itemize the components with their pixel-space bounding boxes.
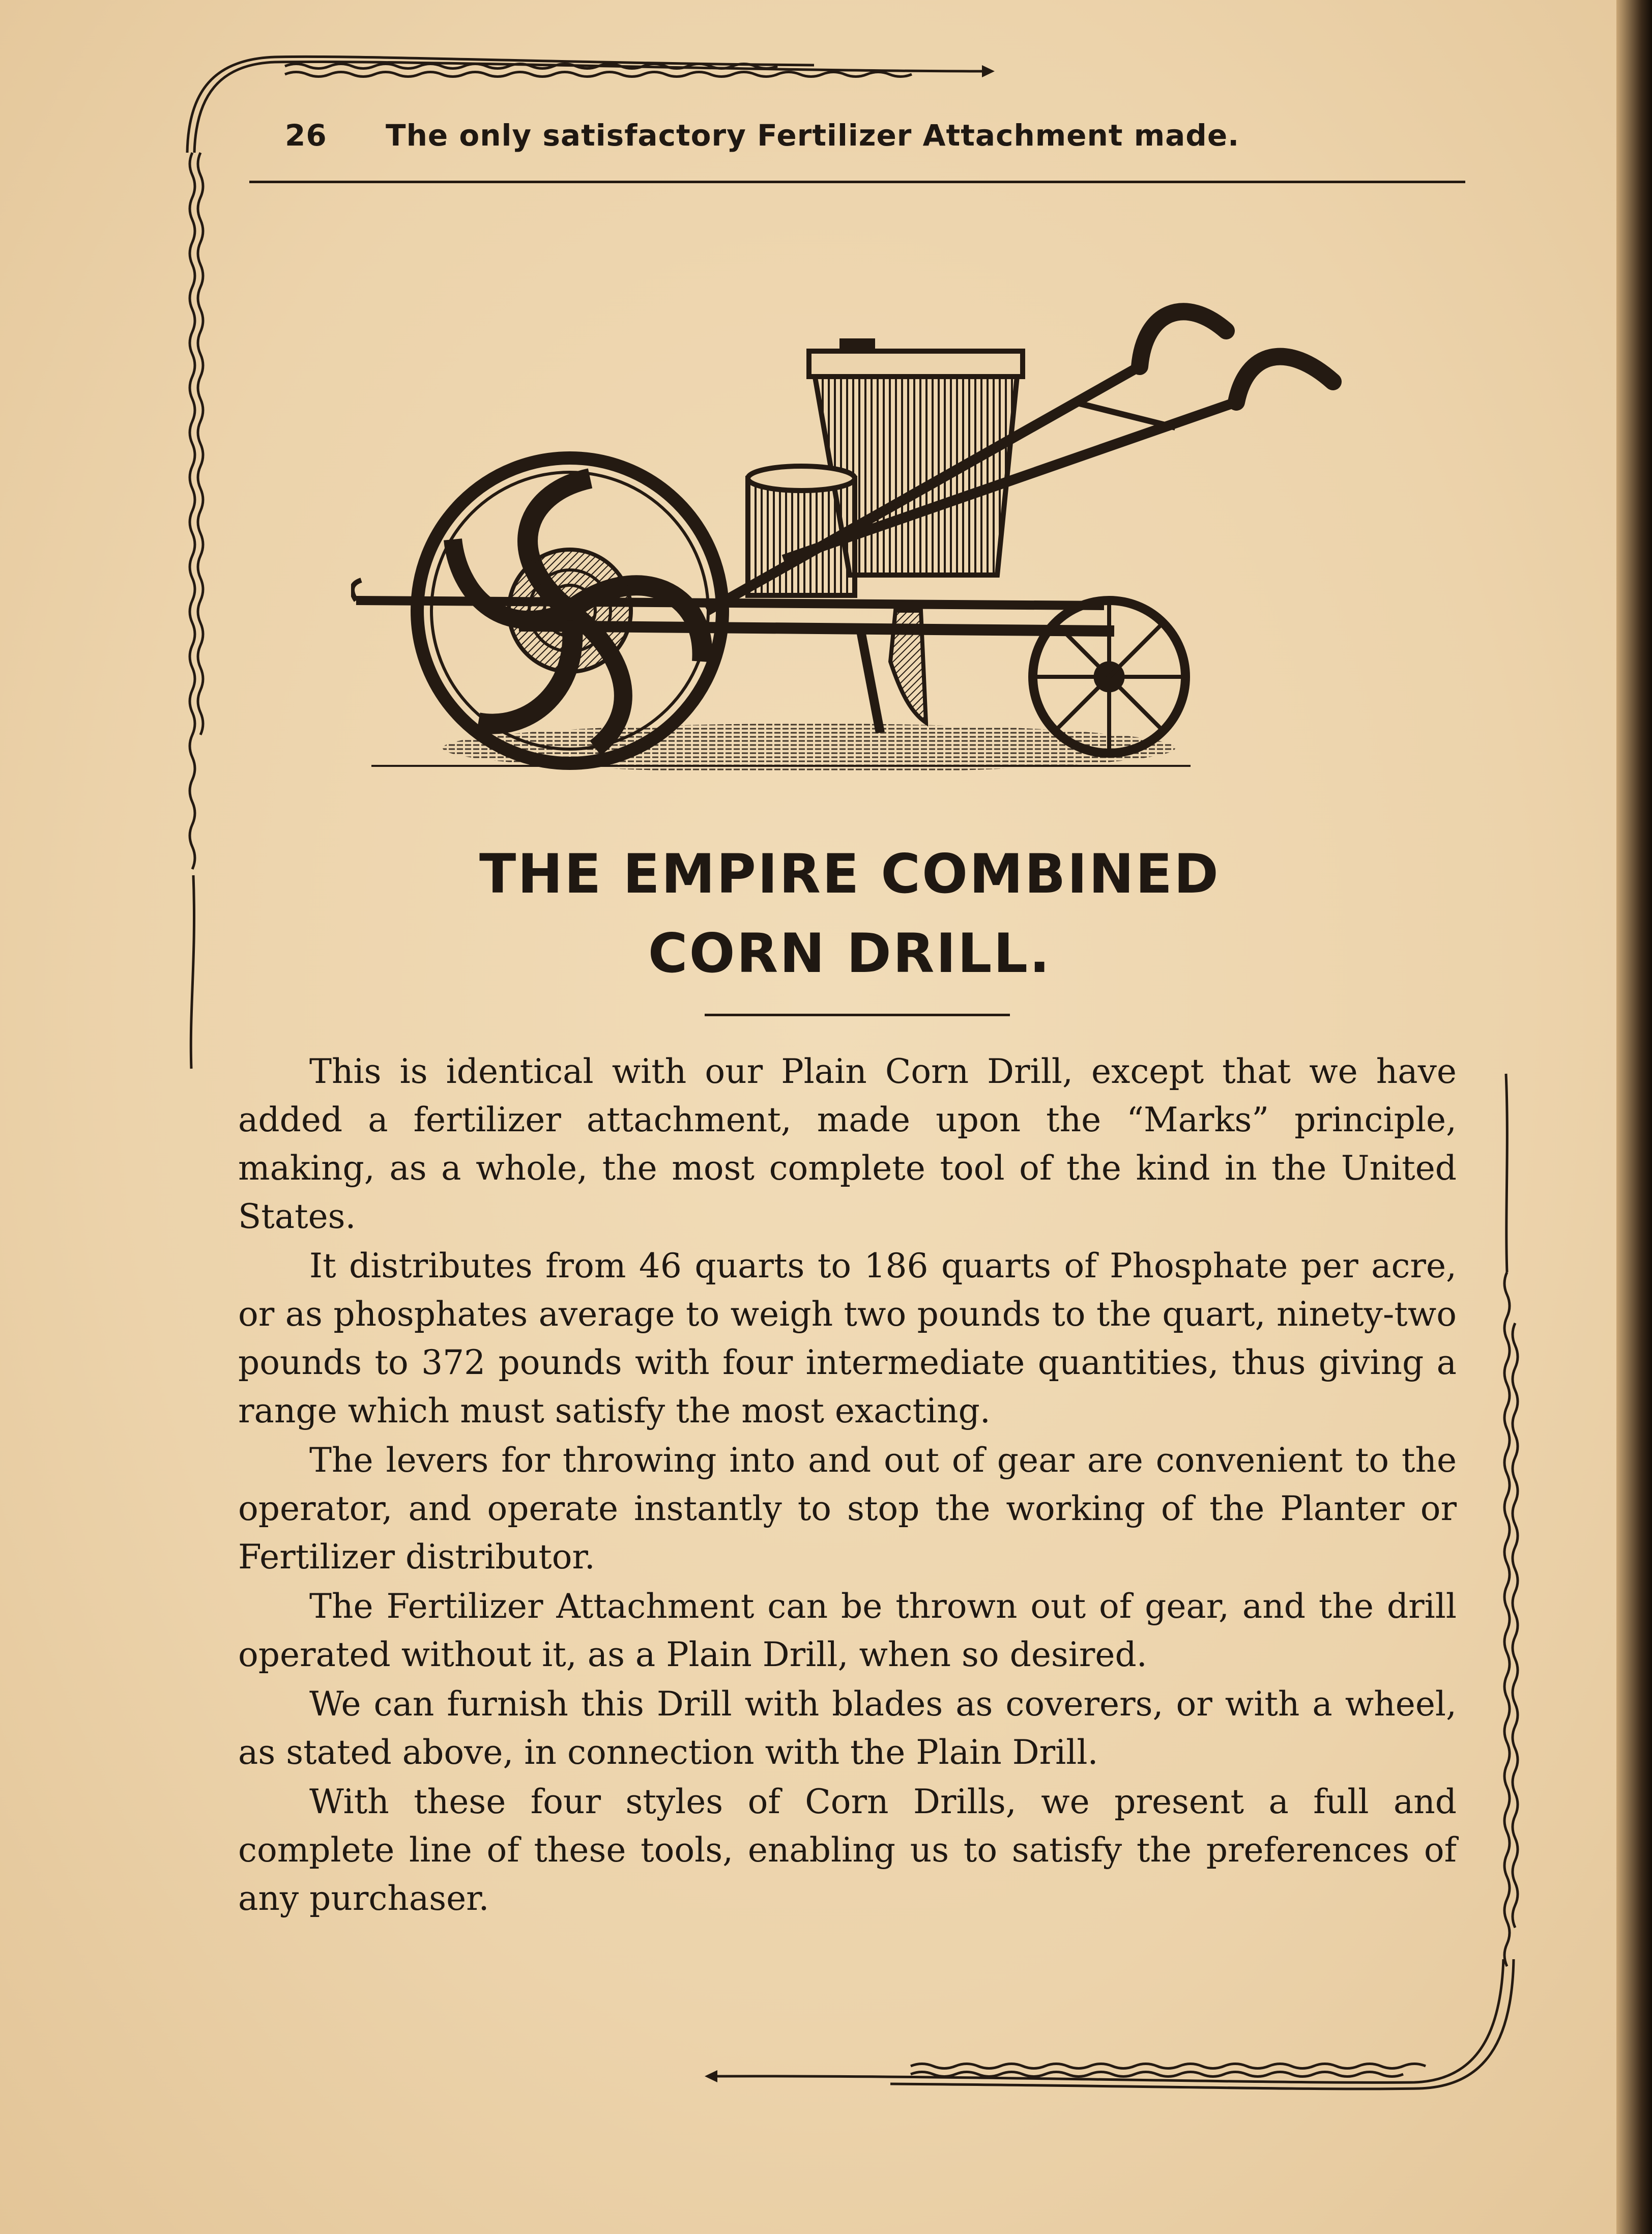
running-title: The only satisfactory Fertilizer Attachment made. — [386, 118, 1240, 153]
title-line-2: CORN DRILL. — [648, 922, 1052, 985]
small-wheel — [1033, 600, 1185, 753]
paragraph: The levers for throwing into and out of gear are convenient to the operator, and operate instantly to stop the working of the Planter or Fertilizer distributor. — [238, 1441, 1457, 1577]
paragraph: It distributes from 46 quarts to 186 quarts of Phosphate per acre, or as phosphates average to weigh two pounds to the quart, ninety-two pounds to 372 pounds with four intermediate quantities, thus giving a range which must satisfy the most exacting. — [238, 1246, 1457, 1430]
paragraph: This is identical with our Plain Corn Drill, except that we have added a fertilizer attachment, made upon the “Marks” principle, making, as a whole, the most complete tool of the kind in the United States. — [238, 1052, 1457, 1236]
corn-drill-illustration — [351, 275, 1364, 814]
header-rule — [249, 181, 1465, 183]
drive-gear — [509, 550, 631, 672]
fertilizer-box — [748, 466, 855, 595]
body-text — [238, 1047, 1457, 1923]
title-line-1: THE EMPIRE COMBINED — [479, 843, 1220, 905]
paragraph: We can furnish this Drill with blades as coverers, or with a wheel, as stated above, in connection with the Plain Drill. — [238, 1684, 1457, 1772]
title-rule — [705, 1014, 1010, 1016]
product-title — [275, 835, 1425, 993]
page-number: 26 — [285, 118, 327, 153]
running-header — [285, 118, 1455, 164]
paragraph: With these four styles of Corn Drills, we present a full and complete line of these tools, enabling us to satisfy the preferences of any purchaser. — [238, 1782, 1457, 1918]
paragraph: The Fertilizer Attachment can be thrown out of gear, and the drill operated without it, as a Plain Drill, when so desired. — [238, 1587, 1457, 1674]
